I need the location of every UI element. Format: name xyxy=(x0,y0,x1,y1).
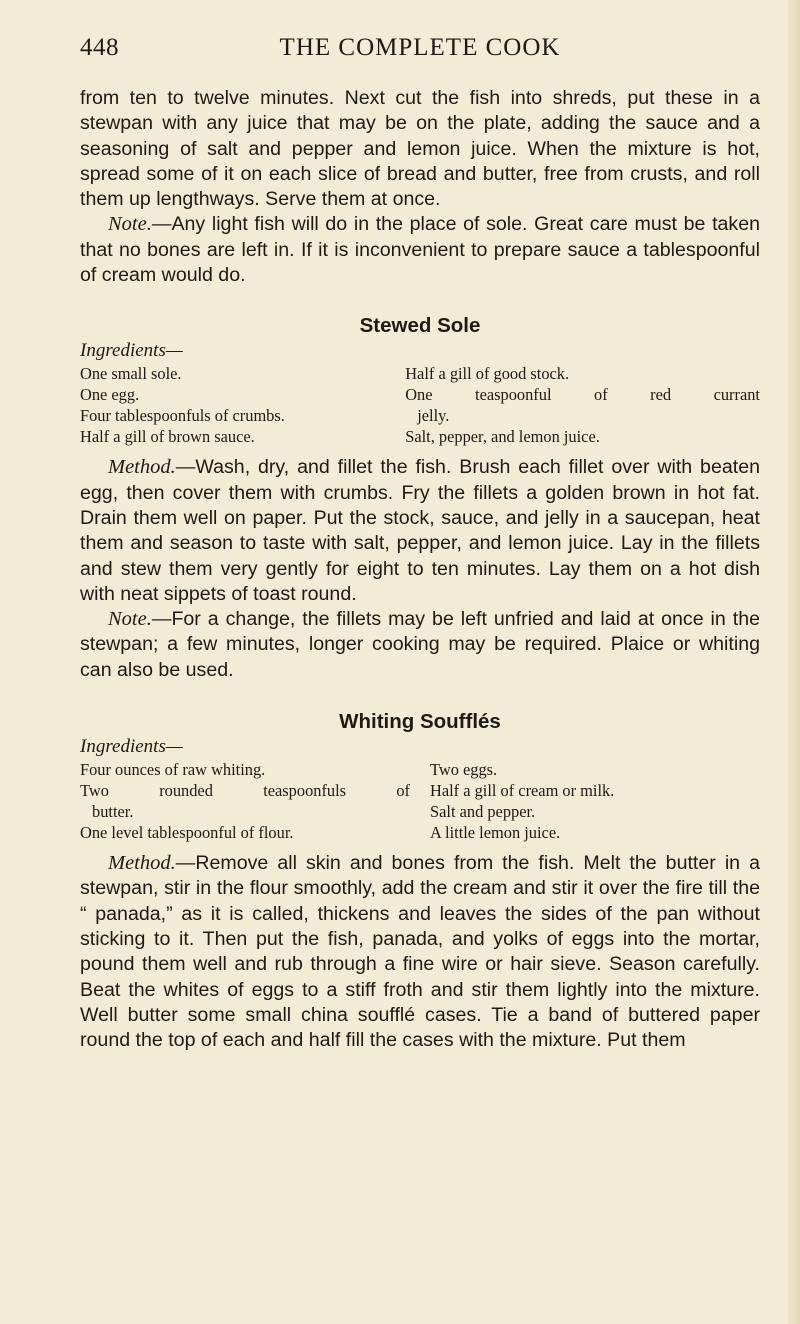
ingredient-item: One egg. xyxy=(80,385,140,405)
page-edge xyxy=(788,0,800,1324)
ingredient-item: Half a gill of good stock. xyxy=(405,364,570,384)
method-paragraph xyxy=(80,455,760,607)
intro-note xyxy=(80,212,760,288)
ingredient-item: One small sole. xyxy=(80,364,182,384)
method-paragraph xyxy=(80,851,760,1053)
page-body xyxy=(80,86,760,1053)
note-text: —For a change, the fillets may be left unfried and laid at once in the stewpan; a few minutes, longer cooking may be required. Plaice or whiting can also be used. xyxy=(80,608,760,681)
ingredients-list xyxy=(80,363,760,447)
ingredients-column-left xyxy=(80,759,410,843)
ingredient-item: One teaspoonful of red currant xyxy=(405,385,760,405)
ingredient-item: Four tablespoonfuls of crumbs. xyxy=(80,406,285,426)
ingredient-item: Two rounded teaspoonfuls of xyxy=(80,781,410,801)
recipe-title-stewed-sole: Stewed Sole xyxy=(359,314,481,338)
ingredient-item: A little lemon juice. xyxy=(430,823,561,843)
note-label: Note. xyxy=(108,608,152,631)
ingredient-item: One level tablespoonful of flour. xyxy=(80,823,294,843)
method-text: —Remove all skin and bones from the fish. Melt the butter in a stewpan, stir in the flour smoothly, add the cream and stir it over the fire till the “ panada,” as it is called, thickens and leaves the sides of the pan without sticking to it. Then put the fish, panada, and yolks of eggs into the mortar, pound them well and rub through a fine wire or hair sieve. Season carefully. Beat the whites of eggs to a stiff froth and stir them lightly into the mixture. Well butter some small china soufflé cases. Tie a band of buttered paper round the top of each and half fill the cases with the mixture. Put them xyxy=(80,852,760,1052)
ingredients-column-right xyxy=(430,759,760,843)
ingredients-label: Ingredients— xyxy=(80,340,183,362)
running-header xyxy=(80,34,760,68)
ingredient-item: Half a gill of cream or milk. xyxy=(430,781,615,801)
ingredient-item: Salt and pepper. xyxy=(430,802,536,822)
ingredient-item: Four ounces of raw whiting. xyxy=(80,760,266,780)
ingredients-column-left xyxy=(80,363,405,447)
method-label: Method. xyxy=(108,456,176,479)
page-number: 448 xyxy=(80,34,119,61)
method-label: Method. xyxy=(108,852,176,875)
method-text: —Wash, dry, and fillet the fish. Brush each fillet over with beaten egg, then cover them with crumbs. Fry the fillets a golden brown in hot fat. Drain them well on paper. Put the stock, sauce, and jelly in a saucepan, heat them and season to taste with salt, pepper, and lemon juice. Lay in the fillets and stew them very gently for eight to ten minutes. Lay them on a hot dish with neat sippets of toast round. xyxy=(80,456,760,605)
note-paragraph xyxy=(80,607,760,683)
ingredient-item: butter. xyxy=(92,802,134,822)
ingredient-item: Two eggs. xyxy=(430,760,498,780)
note-label: Note. xyxy=(108,213,152,236)
note-text: —Any light fish will do in the place of sole. Great care must be taken that no bones are left in. If it is inconvenient to prepare sauce a tablespoonful of cream would do. xyxy=(80,213,760,287)
ingredients-label: Ingredients— xyxy=(80,736,183,758)
running-title: THE COMPLETE COOK xyxy=(279,34,561,61)
intro-paragraph: from ten to twelve minutes. Next cut the fish into shreds, put these in a stewpan with any juice that may be on the plate, adding the sauce and a seasoning of salt and pepper and lemon juice. When the mixture is hot, spread some of it on each slice of bread and butter, free from crusts, and roll them up lengthways. Serve them at once. xyxy=(80,87,760,211)
recipe-title-whiting-souffles: Whiting Soufflés xyxy=(339,710,501,734)
ingredients-column-right xyxy=(405,363,760,447)
ingredient-item: jelly. xyxy=(417,406,450,426)
ingredients-list xyxy=(80,759,760,843)
ingredient-item: Salt, pepper, and lemon juice. xyxy=(405,427,600,447)
ingredient-item: Half a gill of brown sauce. xyxy=(80,427,255,447)
